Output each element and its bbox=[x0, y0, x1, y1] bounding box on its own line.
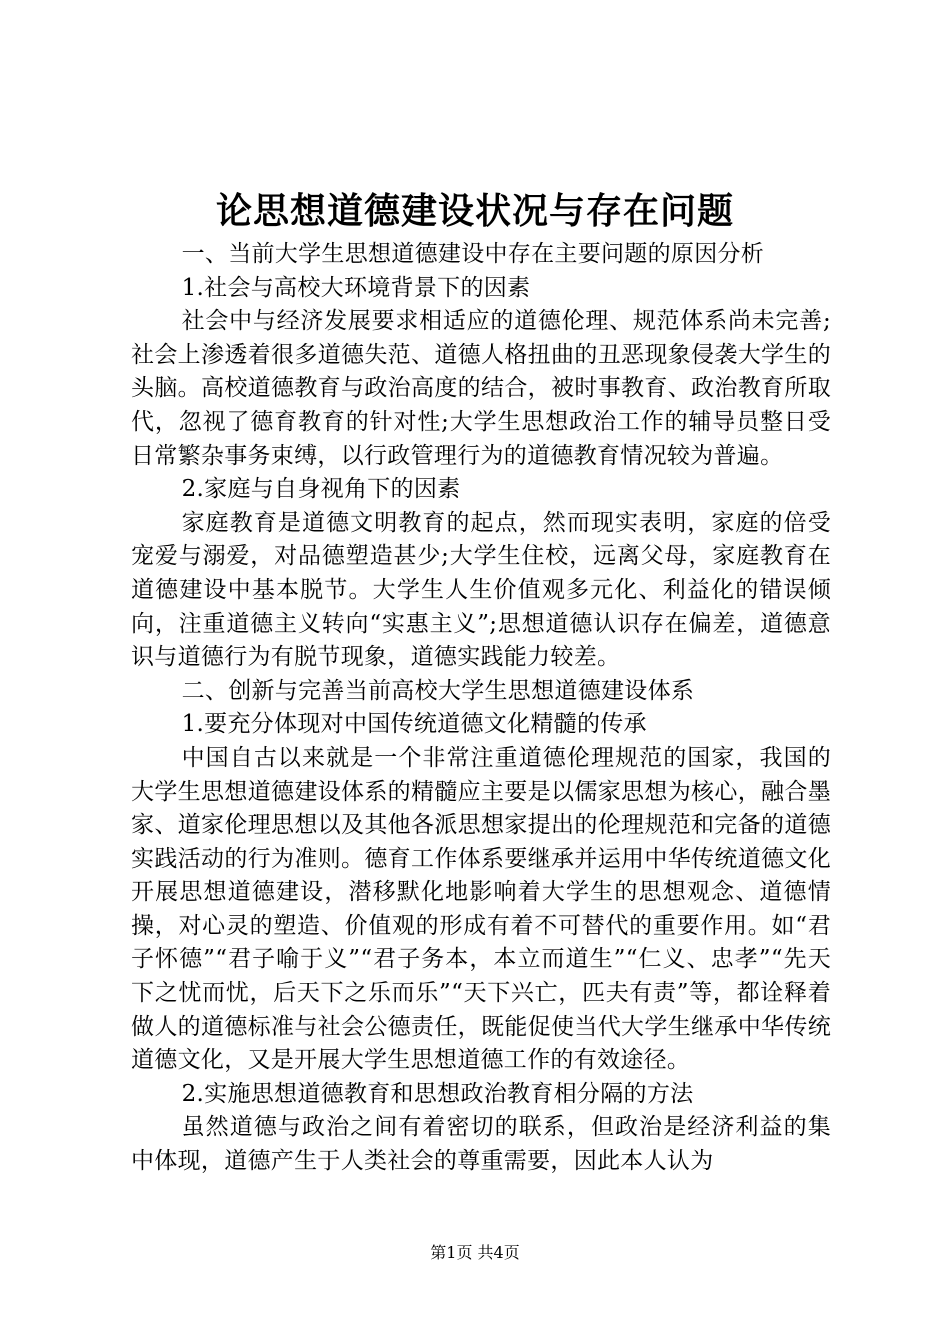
paragraph-2-1: 中国自古以来就是一个非常注重道德伦理规范的国家，我国的大学生思想道德建设体系的精髓应主要是以儒家思想为核心，融合墨家、道家伦理思想以及其他各派思想家提出的伦理规范和完备的道德实践活动的行为准则。德育工作体系要继承并运用中华传统道德文化开展思想道德建设，潜移默化地影响着大学生的思想观念、道德情操，对心灵的塑造、价值观的形成有着不可替代的重要作用。如“君子怀德”“君子喻于义”“君子务本，本立而道生”“仁义、忠孝”“先天下之忧而忧，后天下之乐而乐”“天下兴亡，匹夫有责”等，都诠释着做人的道德标准与社会公德责任，既能促使当代大学生继承中华传统道德文化，又是开展大学生思想道德工作的有效途径。 bbox=[131, 744, 831, 1074]
paragraph-2-2: 虽然道德与政治之间有着密切的联系，但政治是经济利益的集中体现，道德产生于人类社会的尊重需要，因此本人认为 bbox=[131, 1114, 831, 1175]
subsection-heading-2-1: 1.要充分体现对中国传统道德文化精髓的传承 bbox=[181, 711, 647, 738]
document-title: 论思想道德建设状况与存在问题 bbox=[215, 190, 734, 232]
paragraph-1-2: 家庭教育是道德文明教育的起点，然而现实表明，家庭的倍受宠爱与溺爱，对品德塑造甚少;大学生住校，远离父母，家庭教育在道德建设中基本脱节。大学生人生价值观多元化、利益化的错误倾向，注重道德主义转向“实惠主义”;思想道德认识存在偏差，道德意识与道德行为有脱节现象，道德实践能力较差。 bbox=[131, 509, 831, 671]
document-body bbox=[131, 238, 831, 1179]
page-footer: 第1页 共4页 bbox=[430, 1243, 520, 1262]
section-heading-2: 二、创新与完善当前高校大学生思想道德建设体系 bbox=[181, 677, 695, 704]
subsection-heading-1-1: 1.社会与高校大环境背景下的因素 bbox=[181, 274, 531, 301]
subsection-heading-1-2: 2.家庭与自身视角下的因素 bbox=[181, 476, 461, 503]
section-heading-1: 一、当前大学生思想道德建设中存在主要问题的原因分析 bbox=[181, 241, 765, 267]
subsection-heading-2-2: 2.实施思想道德教育和思想政治教育相分隔的方法 bbox=[181, 1080, 694, 1107]
paragraph-1-1: 社会中与经济发展要求相适应的道德伦理、规范体系尚未完善;社会上渗透着很多道德失范、道德人格扭曲的丑恶现象侵袭大学生的头脑。高校道德教育与政治高度的结合，被时事教育、政治教育所取代，忽视了德育教育的针对性;大学生思想政治工作的辅导员整日受日常繁杂事务束缚，以行政管理行为的道德教育情况较为普遍。 bbox=[131, 308, 831, 469]
